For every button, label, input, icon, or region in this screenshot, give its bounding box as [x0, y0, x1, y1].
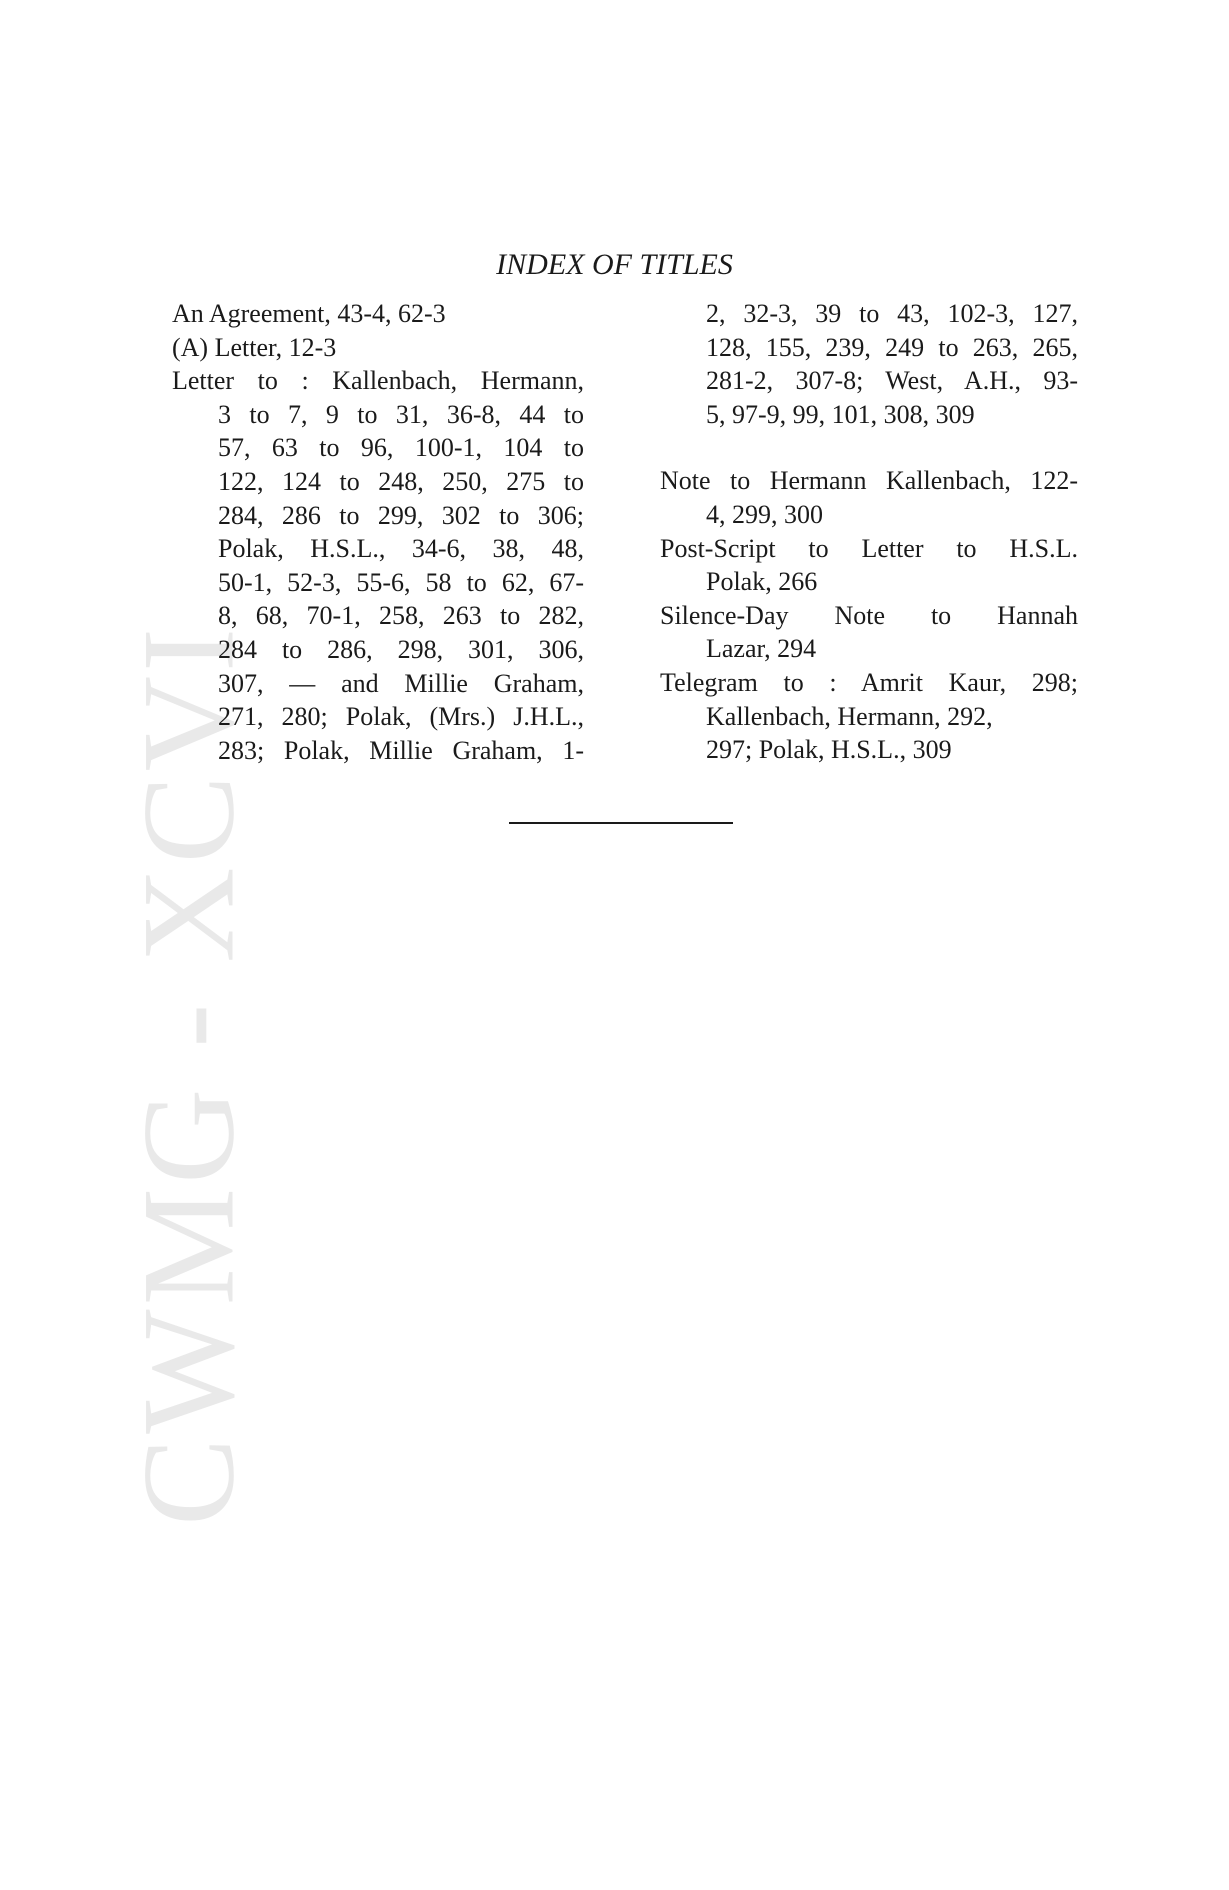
page-title: INDEX OF TITLES — [496, 248, 733, 281]
entry-line: 128, 155, 239, 249 to 263, 265, — [706, 332, 1078, 362]
entry-line: 297; Polak, H.S.L., 309 — [706, 735, 952, 765]
watermark: CWMG - XCVI — [114, 624, 262, 1526]
entry-line: 8, 68, 70-1, 258, 263 to 282, — [218, 601, 584, 631]
entry-line: Post-Script to Letter to H.S.L. — [660, 533, 1078, 563]
index-entry — [172, 297, 584, 331]
entry-line: Kallenbach, Hermann, 292, — [706, 701, 993, 731]
entry-line: 5, 97-9, 99, 101, 308, 309 — [706, 399, 975, 429]
entry-line: 284 to 286, 298, 301, 306, — [218, 634, 584, 664]
entry-line: 307, — and Millie Graham, — [218, 668, 584, 698]
index-entry — [172, 331, 584, 365]
entry-line: An Agreement, 43-4, 62-3 — [172, 299, 446, 328]
horizontal-rule — [509, 822, 733, 824]
index-entry-continuation — [660, 297, 1078, 431]
entry-line: Silence-Day Note to Hannah — [660, 600, 1078, 630]
entry-line: 3 to 7, 9 to 31, 36-8, 44 to — [218, 399, 584, 429]
entry-line: Letter to : Kallenbach, Hermann, — [172, 366, 584, 396]
entry-line: (A) Letter, 12-3 — [172, 332, 337, 362]
index-entry — [660, 666, 1078, 767]
index-column-right — [660, 297, 1078, 767]
entry-line: Polak, 266 — [706, 567, 818, 597]
spacer — [660, 431, 1078, 464]
entry-line: 271, 280; Polak, (Mrs.) J.H.L., — [218, 702, 584, 732]
entry-line: 284, 286 to 299, 302 to 306; — [218, 500, 584, 530]
entry-line: 2, 32-3, 39 to 43, 102-3, 127, — [706, 299, 1078, 328]
index-entry — [660, 532, 1078, 599]
index-entry — [660, 464, 1078, 531]
entry-line: Telegram to : Amrit Kaur, 298; — [660, 667, 1078, 697]
index-column-left — [172, 297, 584, 767]
entry-line: 57, 63 to 96, 100-1, 104 to — [218, 433, 584, 463]
index-entry — [172, 364, 584, 767]
entry-line: Lazar, 294 — [706, 634, 817, 664]
entry-line: 4, 299, 300 — [706, 499, 823, 529]
entry-line: 50-1, 52-3, 55-6, 58 to 62, 67- — [218, 567, 584, 597]
entry-line: Note to Hermann Kallenbach, 122- — [660, 466, 1078, 496]
entry-line: 281-2, 307-8; West, A.H., 93- — [706, 366, 1078, 396]
index-entry — [660, 599, 1078, 666]
entry-line: Polak, H.S.L., 34-6, 38, 48, — [218, 534, 584, 564]
entry-line: 283; Polak, Millie Graham, 1- — [218, 735, 584, 765]
entry-line: 122, 124 to 248, 250, 275 to — [218, 466, 584, 496]
